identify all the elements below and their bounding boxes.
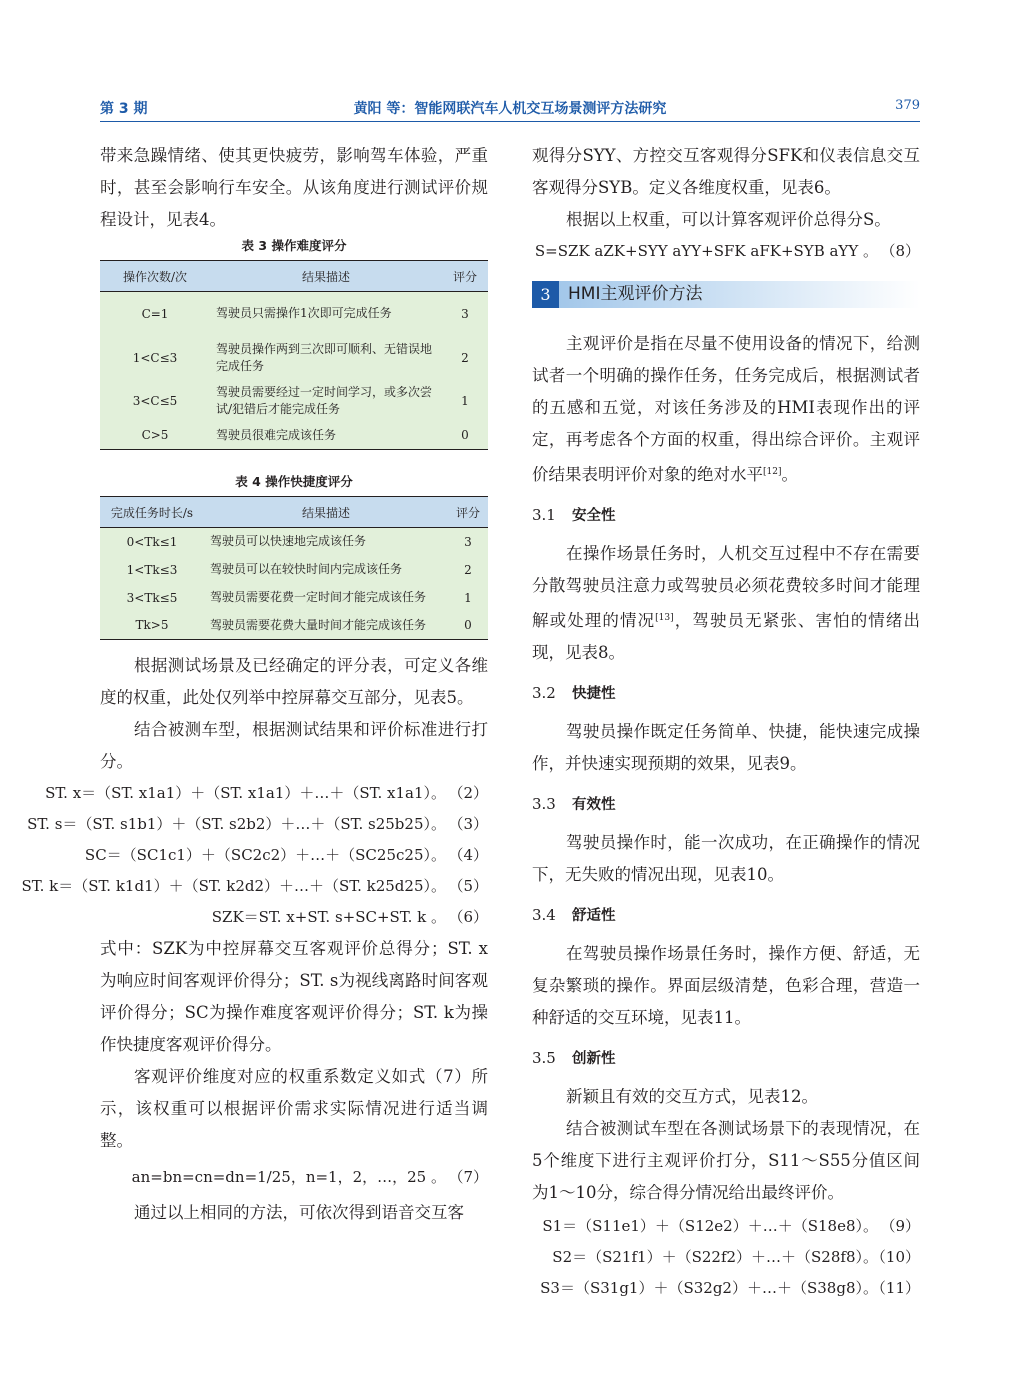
table-row bbox=[100, 612, 488, 640]
equation-4 bbox=[84, 840, 488, 871]
left-paragraph-5: 客观评价维度对应的权重系数定义如式（7）所示，该权重可以根据评价需求实际情况进行适当调整。 bbox=[100, 1067, 488, 1150]
left-paragraph-2: 根据测试场景及已经确定的评分表，可定义各维度的权重，此处仅列举中控屏幕交互部分，见表5。 bbox=[100, 656, 488, 707]
table-cell: C>5 bbox=[100, 422, 210, 450]
subsection-title: 创新性 bbox=[572, 1051, 616, 1067]
table-cell: 驾驶员可以在较快时间内完成该任务 bbox=[210, 562, 403, 576]
citation: [12] bbox=[763, 467, 782, 477]
subsection-number: 3.4 bbox=[532, 906, 556, 924]
equation-formula: S=SZK aZK+SYY aYY+SFK aFK+SYB aYY 。 bbox=[534, 242, 878, 260]
table-cell: 1 bbox=[464, 590, 472, 605]
table-cell: 3 bbox=[464, 534, 472, 549]
equation-formula: ST. k＝（ST. k1d1）＋（ST. k2d2）＋…＋（ST. k25d25）。 bbox=[21, 877, 446, 895]
right-paragraph-9: 结合被测试车型在各测试场景下的表现情况，在5个维度下进行主观评价打分，S11～S55分值区间为1～10分，综合得分情况给出最终评价。 bbox=[532, 1119, 920, 1202]
table-cell: 驾驶员需要经过一定时间学习，或多次尝试/犯错后才能完成任务 bbox=[216, 384, 433, 416]
equation-3 bbox=[27, 809, 488, 840]
table-cell: 驾驶员操作两到三次即可顺利、无错误地完成任务 bbox=[216, 341, 433, 373]
table-cell: 0 bbox=[448, 612, 488, 640]
table-4-header-cell: 评分 bbox=[448, 497, 488, 528]
subsection-3-1 bbox=[532, 499, 920, 532]
table-row bbox=[100, 422, 488, 450]
equation-9 bbox=[532, 1211, 920, 1242]
equation-number: （6） bbox=[448, 908, 488, 926]
section-title: HMI主观评价方法 bbox=[568, 284, 703, 304]
table-4-header-cell: 结果描述 bbox=[204, 497, 448, 528]
equation-formula: ST. x＝（ST. x1a1）＋（ST. x1a1）＋…＋（ST. x1a1）。 bbox=[45, 784, 446, 802]
equation-number: （11） bbox=[870, 1279, 920, 1297]
table-cell: 2 bbox=[464, 562, 472, 577]
table-3 bbox=[100, 260, 488, 450]
table-cell: 2 bbox=[461, 350, 469, 365]
subsection-title: 安全性 bbox=[572, 508, 616, 524]
subsection-number: 3.2 bbox=[532, 684, 556, 702]
section-3-heading bbox=[532, 281, 920, 308]
subsection-number: 3.5 bbox=[532, 1049, 556, 1067]
subsection-3-2 bbox=[532, 677, 920, 710]
table-3-caption: 表 3 操作难度评分 bbox=[241, 238, 347, 253]
table-cell: 驾驶员可以快速地完成该任务 bbox=[210, 534, 367, 549]
right-paragraph-4 bbox=[532, 538, 920, 669]
right-column bbox=[532, 140, 920, 1304]
equation-2 bbox=[45, 778, 488, 809]
equation-7 bbox=[100, 1157, 488, 1197]
table-3-header-cell: 操作次数/次 bbox=[100, 261, 210, 292]
equation-5 bbox=[21, 871, 488, 902]
subsection-title: 有效性 bbox=[572, 797, 616, 813]
subsection-title: 舒适性 bbox=[572, 908, 616, 924]
right-paragraph-7: 在驾驶员操作场景任务时，操作方便、舒适，无复杂繁琐的操作。界面层级清楚，色彩合理，营造一种舒适的交互环境，见表11。 bbox=[532, 944, 920, 1027]
right-paragraph-3 bbox=[532, 328, 920, 491]
paragraph-text: 在操作场景任务时，人机交互过程中不存在需要分散驾驶员注意力或驾驶员必须花费较多时间才能理解或处理的情况 bbox=[532, 544, 920, 630]
subsection-title: 快捷性 bbox=[572, 686, 616, 702]
table-cell: 1<C≤3 bbox=[132, 350, 178, 365]
subsection-number: 3.1 bbox=[532, 506, 556, 524]
equation-10 bbox=[532, 1242, 920, 1273]
section-number: 3 bbox=[532, 281, 559, 308]
equation-11 bbox=[532, 1273, 920, 1304]
table-row bbox=[100, 584, 488, 612]
left-paragraph-3: 结合被测车型，根据测试结果和评价标准进行打分。 bbox=[100, 720, 488, 771]
table-4-caption: 表 4 操作快捷度评分 bbox=[235, 474, 353, 489]
subsection-3-5 bbox=[532, 1042, 920, 1075]
table-cell: C=1 bbox=[141, 306, 169, 321]
right-paragraph-5: 驾驶员操作既定任务简单、快捷，能快速完成操作，并快速实现预期的效果，见表9。 bbox=[532, 722, 920, 773]
running-header bbox=[100, 98, 920, 120]
table-cell: 3<Tk≤5 bbox=[126, 590, 178, 605]
table-cell: 驾驶员需要花费一定时间才能完成该任务 bbox=[210, 590, 427, 604]
header-rule bbox=[100, 121, 920, 122]
equation-formula: S3＝（S31g1）＋（S32g2）＋…＋（S38g8）。 bbox=[540, 1279, 878, 1297]
subsection-3-3 bbox=[532, 788, 920, 821]
equation-number: （9） bbox=[880, 1217, 920, 1235]
table-row bbox=[100, 380, 488, 422]
table-3-header-cell: 结果描述 bbox=[210, 261, 442, 292]
table-cell: 1<Tk≤3 bbox=[126, 562, 178, 577]
table-cell: 驾驶员很难完成该任务 bbox=[210, 422, 442, 450]
table-cell: 驾驶员需要花费大量时间才能完成该任务 bbox=[204, 612, 448, 640]
right-paragraph-8: 新颖且有效的交互方式，见表12。 bbox=[566, 1087, 818, 1106]
table-row bbox=[100, 556, 488, 584]
paragraph-text: ，驾驶员无紧张、害怕的情绪出现，见表8。 bbox=[532, 611, 921, 662]
table-cell: Tk>5 bbox=[100, 612, 204, 640]
table-cell: 1 bbox=[461, 393, 469, 408]
equation-formula: ST. s＝（ST. s1b1）＋（ST. s2b2）＋…＋（ST. s25b25）。 bbox=[27, 815, 446, 833]
left-paragraph-6: 通过以上相同的方法，可依次得到语音交互客 bbox=[134, 1203, 464, 1222]
equation-6 bbox=[100, 902, 488, 933]
table-3-header-row bbox=[100, 261, 488, 292]
table-cell: 驾驶员只需操作1次即可完成任务 bbox=[216, 306, 392, 321]
equation-number: （5） bbox=[448, 877, 488, 895]
left-column bbox=[21, 140, 488, 1229]
paragraph-text: 主观评价是指在尽量不使用设备的情况下，给测试者一个明确的操作任务，任务完成后，根据测试者的五感和五觉，对该任务涉及的HMI表现作出的评定，再考虑各个方面的权重，得出综合评价。主观评价结果表明评价对象的绝对水平 bbox=[532, 334, 920, 484]
equation-number: （10） bbox=[870, 1248, 920, 1266]
equation-formula: SZK＝ST. x+ST. s+SC+ST. k 。 bbox=[211, 908, 446, 926]
table-4-header-cell: 完成任务时长/s bbox=[100, 497, 204, 528]
equation-number: （7） bbox=[448, 1168, 488, 1186]
table-cell: 3<C≤5 bbox=[132, 393, 178, 408]
table-row bbox=[100, 292, 488, 336]
right-paragraph-2: 根据以上权重，可以计算客观评价总得分S。 bbox=[566, 210, 891, 229]
right-paragraph-1: 观得分SYY、方控交互客观得分SFK和仪表信息交互客观得分SYB。定义各维度权重，见表6。 bbox=[532, 146, 920, 197]
equation-8 bbox=[532, 236, 920, 267]
paragraph-text: 。 bbox=[781, 465, 798, 484]
equation-number: （8） bbox=[880, 242, 920, 260]
table-4-header-row bbox=[100, 497, 488, 528]
equation-formula: SC＝（SC1c1）＋（SC2c2）＋…＋（SC25c25）。 bbox=[84, 846, 446, 864]
table-cell: 0 bbox=[442, 422, 488, 450]
equation-number: （3） bbox=[448, 815, 488, 833]
citation: [13] bbox=[655, 613, 674, 623]
table-row bbox=[100, 336, 488, 380]
running-title: 黄阳 等：智能网联汽车人机交互场景测评方法研究 bbox=[353, 101, 667, 117]
table-row bbox=[100, 528, 488, 556]
equation-formula: an=bn=cn=dn=1/25，n=1，2，…，25 。 bbox=[131, 1168, 446, 1186]
table-cell: 0<Tk≤1 bbox=[126, 534, 178, 549]
subsection-number: 3.3 bbox=[532, 795, 556, 813]
table-4 bbox=[100, 496, 488, 640]
equation-number: （2） bbox=[448, 784, 488, 802]
right-paragraph-6: 驾驶员操作时，能一次成功，在正确操作的情况下，无失败的情况出现，见表10。 bbox=[532, 833, 920, 884]
table-3-header-cell: 评分 bbox=[442, 261, 488, 292]
left-paragraph-1: 带来急躁情绪、使其更快疲劳，影响驾车体验，严重时，甚至会影响行车安全。从该角度进行测试评价规程设计，见表4。 bbox=[100, 146, 488, 229]
page-number: 379 bbox=[895, 98, 920, 113]
subsection-3-4 bbox=[532, 899, 920, 932]
equation-number: （4） bbox=[448, 846, 488, 864]
left-paragraph-4: 式中：SZK为中控屏幕交互客观评价总得分；ST. x为响应时间客观评价得分；ST. s为视线离路时间客观评价得分；SC为操作难度客观评价得分；ST. k为操作快捷度客观评价得分。 bbox=[100, 939, 488, 1054]
issue-number: 第 3 期 bbox=[100, 101, 148, 117]
table-cell: 3 bbox=[461, 306, 469, 321]
equation-formula: S1＝（S11e1）＋（S12e2）＋…＋（S18e8）。 bbox=[542, 1217, 878, 1235]
equation-formula: S2＝（S21f1）＋（S22f2）＋…＋（S28f8）。 bbox=[552, 1248, 878, 1266]
